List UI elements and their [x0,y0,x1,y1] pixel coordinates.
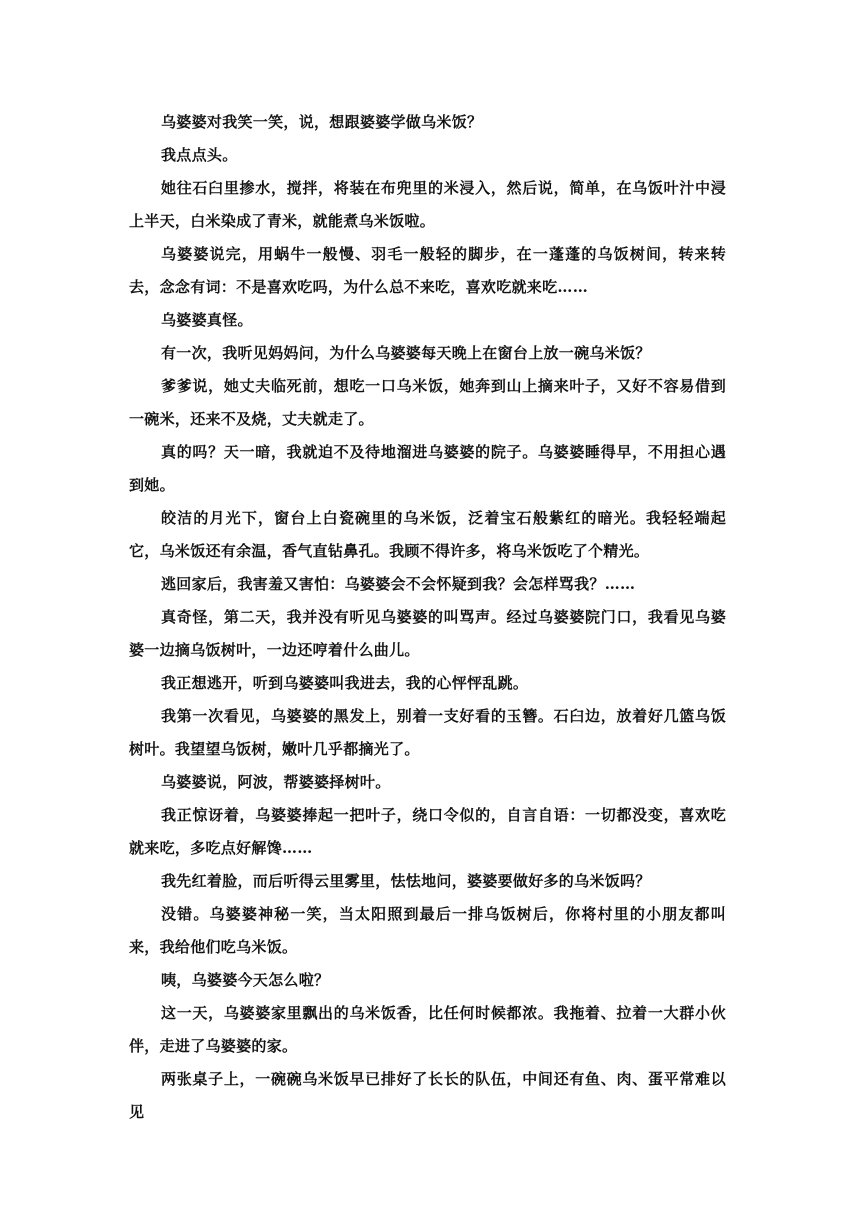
paragraph: 没错。乌婆婆神秘一笑，当太阳照到最后一排乌饭树后，你将村里的小朋友都叫来，我给他们吃乌米饭。 [129,905,726,956]
paragraph: 我正惊讶着，乌婆婆捧起一把叶子，绕口令似的，自言自语：一切都没变，喜欢吃就来吃，多吃点好解馋…… [129,806,726,857]
paragraph: 真的吗？天一暗，我就迫不及待地溜进乌婆婆的院子。乌婆婆睡得早，不用担心遇到她。 [129,443,726,494]
paragraph: 真奇怪，第二天，我并没有听见乌婆婆的叫骂声。经过乌婆婆院门口，我看见乌婆婆一边摘乌饭树叶，一边还哼着什么曲儿。 [129,608,726,659]
paragraph: 我先红着脸，而后听得云里雾里，怯怯地问，婆婆要做好多的乌米饭吗？ [161,872,651,890]
paragraph: 这一天，乌婆婆家里飘出的乌米饭香，比任何时候都浓。我拖着、拉着一大群小伙伴，走进了乌婆婆的家。 [129,1004,726,1055]
paragraph: 乌婆婆对我笑一笑，说，想跟婆婆学做乌米饭？ [161,113,483,131]
paragraph: 乌婆婆说完，用蜗牛一般慢、羽毛一般轻的脚步，在一蓬蓬的乌饭树间，转来转去，念念有词：不是喜欢吃吗，为什么总不来吃，喜欢吃就来吃…… [129,245,726,296]
paragraph: 她往石臼里掺水，搅拌，将装在布兜里的米浸入，然后说，简单，在乌饭叶汁中浸上半天，白米染成了青米，就能煮乌米饭啦。 [129,179,726,230]
paragraph: 咦，乌婆婆今天怎么啦？ [161,971,330,989]
paragraph: 我第一次看见，乌婆婆的黑发上，别着一支好看的玉簪。石臼边，放着好几篮乌饭树叶。我望望乌饭树，嫩叶几乎都摘光了。 [129,707,726,758]
paragraph: 爹爹说，她丈夫临死前，想吃一口乌米饭，她奔到山上摘来叶子，又好不容易借到一碗米，还来不及烧，丈夫就走了。 [129,377,726,428]
paragraph: 乌婆婆说，阿波，帮婆婆择树叶。 [161,773,391,791]
paragraph: 两张桌子上，一碗碗乌米饭早已排好了长长的队伍，中间还有鱼、肉、蛋平常难以见 [129,1070,726,1121]
paragraph: 逃回家后，我害羞又害怕：乌婆婆会不会怀疑到我？会怎样骂我？…… [161,575,636,593]
paragraph: 皎洁的月光下，窗台上白瓷碗里的乌米饭，泛着宝石般紫红的暗光。我轻轻端起它，乌米饭还有余温，香气直钻鼻孔。我顾不得许多，将乌米饭吃了个精光。 [129,509,726,560]
story-text-body [129,106,726,1129]
paragraph: 我正想逃开，听到乌婆婆叫我进去，我的心怦怦乱跳。 [161,674,529,692]
paragraph: 我点点头。 [161,146,238,164]
paragraph: 有一次，我听见妈妈问，为什么乌婆婆每天晚上在窗台上放一碗乌米饭？ [161,344,651,362]
paragraph: 乌婆婆真怪。 [161,311,253,329]
